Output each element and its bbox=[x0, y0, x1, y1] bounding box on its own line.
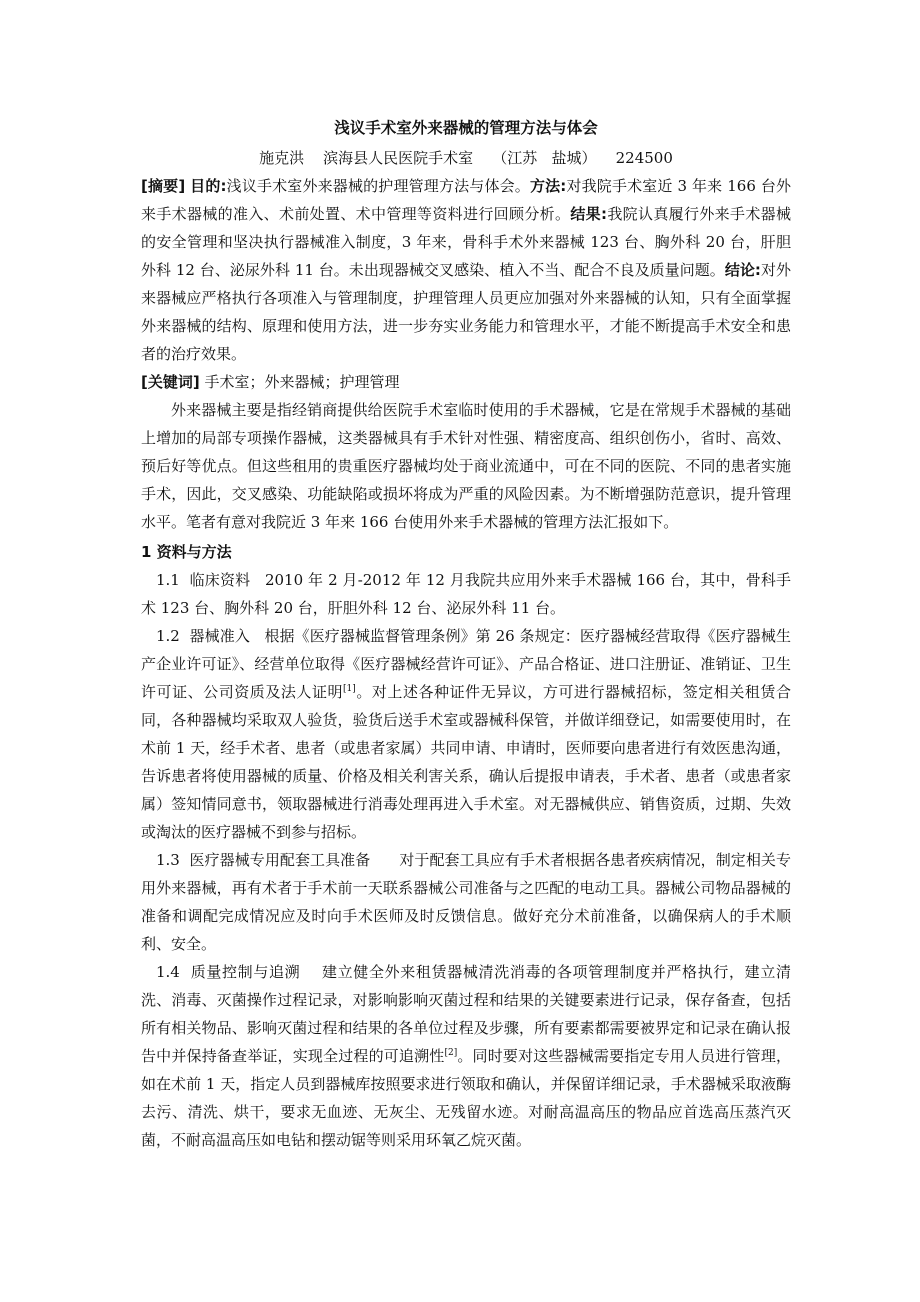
conclusion-text: 对外来器械应严格执行各项准入与管理制度，护理管理人员更应加强对外来器械的认知，只有全面掌握外来器械的结构、原理和使用方法，进一步夯实业务能力和管理水平，才能不断提高手术安全和患者的治疗效果。 bbox=[141, 261, 792, 363]
subsection-1-4-text-a: 建立健全外来租赁器械清洗消毒的各项管理制度并严格执行，建立清洗、消毒、灭菌操作过程记录，对影响影响灭菌过程和结果的关键要素进行记录，保存备查，包括所有相关物品、影响灭菌过程和结果的各单位过程及步骤，所有要素都需要被界定和记录在确认报告中并保持备查举证，实现全过程的可追溯性 bbox=[141, 963, 791, 1065]
subsection-1-3 bbox=[141, 846, 791, 958]
subsection-1-1-text: 2010 年 2 月-2012 年 12 月我院共应用外来手术器械 166 台，其中，骨科手术 123 台、胸外科 20 台，肝胆外科 12 台、泌尿外科 11 台。 bbox=[141, 571, 791, 617]
subsection-1-4 bbox=[141, 958, 791, 1154]
article-title: 浅议手术室外来器械的管理方法与体会 bbox=[334, 119, 598, 137]
keywords-tag: [关键词] bbox=[141, 373, 200, 391]
subsection-1-3-text: 对于配套工具应有手术者根据各患者疾病情况，制定相关专用外来器械，再有术者于手术前一天联系器械公司准备与之匹配的电动工具。器械公司物品器械的准备和调配完成情况应及时向手术医师及时反馈信息。做好充分术前准备，以确保病人的手术顺利、安全。 bbox=[141, 851, 791, 953]
abstract-tag: [摘要] bbox=[141, 177, 186, 195]
subsection-1-2-text-a: 根据《医疗器械监督管理条例》第 26 条规定：医疗器械经营取得《医疗器械生产企业许可证》、经营单位取得《医疗器械经营许可证》、产品合格证、进口注册证、准销证、卫生许可证、公司资质及法人证明 bbox=[141, 627, 791, 701]
objective-text: 浅议手术室外来器械的护理管理方法与体会。 bbox=[226, 177, 530, 195]
section-heading-1: 1 资料与方法 bbox=[141, 543, 232, 561]
conclusion-label: 结论: bbox=[724, 261, 761, 279]
method-text: 对我院手术室近 3 年来 166 台外来手术器械的准入、术前处置、术中管理等资料进行回顾分析。 bbox=[141, 177, 791, 223]
result-label: 结果: bbox=[570, 205, 607, 223]
author-byline: 施克洪 滨海县人民医院手术室 （江苏 盐城） 224500 bbox=[259, 149, 673, 167]
citation-ref-1: [1] bbox=[343, 684, 356, 694]
article-body bbox=[141, 114, 791, 1154]
subsection-1-4-title: 1.4 质量控制与追溯 bbox=[156, 963, 301, 981]
intro-paragraph: 外来器械主要是指经销商提供给医院手术室临时使用的手术器械，它是在常规手术器械的基础上增加的局部专项操作器械，这类器械具有手术针对性强、精密度高、组织创伤小，省时、高效、预后好等优点。但这些租用的贵重医疗器械均处于商业流通中，可在不同的医院、不同的患者实施手术，因此，交叉感染、功能缺陷或损坏将成为严重的风险因素。为不断增强防范意识，提升管理水平。笔者有意对我院近 3 年来 166 台使用外来手术器械的管理方法汇报如下。 bbox=[141, 401, 791, 531]
keywords-text: 手术室；外来器械；护理管理 bbox=[204, 373, 400, 391]
citation-ref-2: [2] bbox=[444, 1048, 458, 1058]
subsection-1-3-title: 1.3 医疗器械专用配套工具准备 bbox=[156, 851, 371, 869]
subsection-1-4-text-b: 。同时要对这些器械需要指定专用人员进行管理，如在术前 1 天，指定人员到器械库按照要求进行领取和确认，并保留详细记录，手术器械采取液酶去污、清洗、烘干，要求无血迹、无灰尘、无残留水迹。对耐高温高压的物品应首选高压蒸汽灭菌，不耐高温高压如电钻和摆动锯等则采用环氧乙烷灭菌。 bbox=[141, 1047, 791, 1149]
subsection-1-2-text-b: 。对上述各种证件无异议，方可进行器械招标，签定相关租赁合同，各种器械均采取双人验货，验货后送手术室或器械科保管，并做详细登记，如需要使用时，在术前 1 天，经手术者、患者（或患者家属）共同申请、申请时，医师要向患者进行有效医患沟通，告诉患者将使用器械的质量、价格及相关利害关系，确认后提报申请表，手术者、患者（或患者家属）签知情同意书，领取器械进行消毒处理再进入手术室。对无器械供应、销售资质，过期、失效或淘汰的医疗器械不到参与招标。 bbox=[141, 683, 791, 841]
subsection-1-1-title: 1.1 临床资料 bbox=[156, 571, 251, 589]
abstract-paragraph bbox=[141, 172, 791, 368]
subsection-1-2 bbox=[141, 622, 791, 846]
result-text: 我院认真履行外来手术器械的安全管理和坚决执行器械准入制度，3 年来，骨科手术外来器械 123 台、胸外科 20 台，肝胆外科 12 台、泌尿外科 11 台。未出现器械交叉感染、植入不当、配合不良及质量问题。 bbox=[141, 205, 791, 279]
keywords-paragraph bbox=[141, 368, 791, 396]
method-label: 方法: bbox=[529, 177, 567, 195]
subsection-1-2-title: 1.2 器械准入 bbox=[156, 627, 250, 645]
subsection-1-1 bbox=[141, 566, 791, 622]
objective-label: 目的: bbox=[190, 177, 227, 195]
